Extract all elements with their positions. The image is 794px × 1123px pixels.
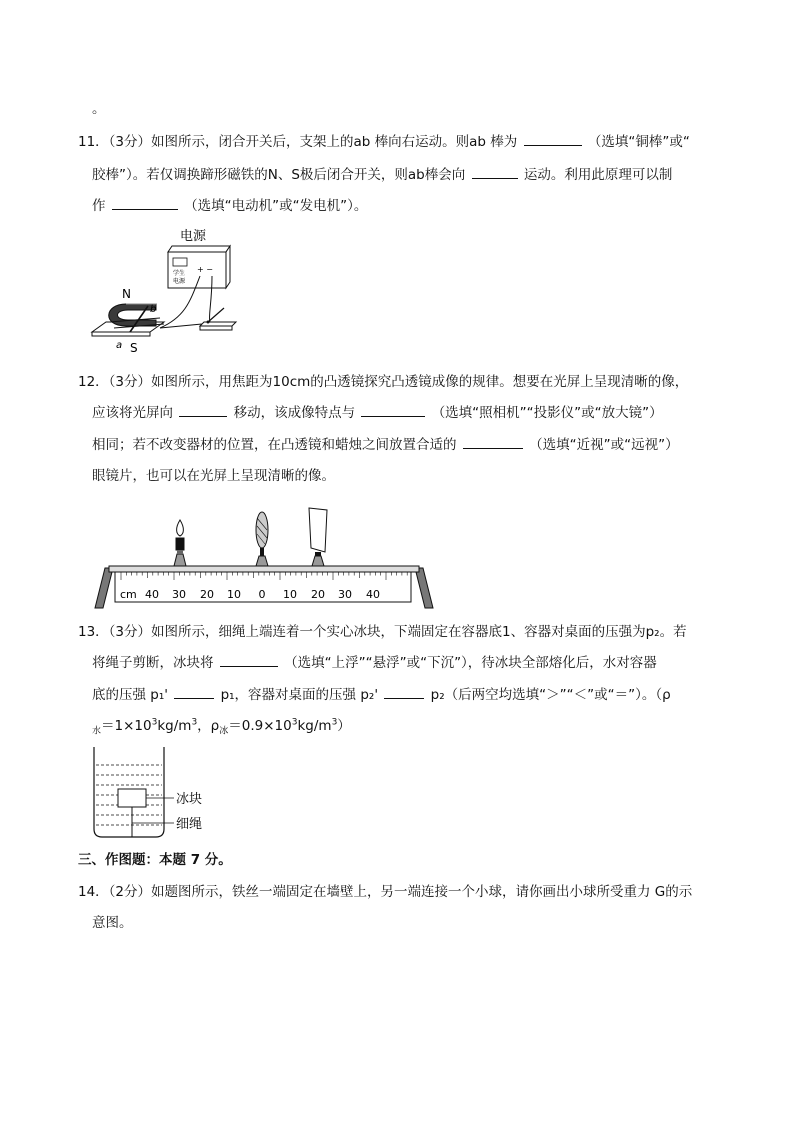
ice-block <box>118 789 146 807</box>
q13-line4 <box>92 717 351 735</box>
q14-text: 14．（2分）如题图所示，铁丝一端固定在墙壁上，另一端连接一个小球，请你画出小球所受重力 G的示 <box>78 884 693 900</box>
q11-text: 11．（3分）如图所示，闭合开关后，支架上的ab 棒向右运动。则ab 棒为 <box>78 134 518 150</box>
q12-text: 相同；若不改变器材的位置，在凸透镜和蜡烛之间放置合适的 <box>92 437 457 453</box>
ruler-label: 10 <box>227 588 241 601</box>
q13-sup: 3 <box>331 717 338 728</box>
q11-blank3[interactable] <box>112 197 178 210</box>
q13-sub: 冰 <box>219 726 229 737</box>
q12-figure <box>95 508 435 610</box>
q11-line3 <box>92 197 367 215</box>
q12-text: 移动，该成像特点与 <box>233 405 356 421</box>
label-rope: 细绳 <box>176 817 203 832</box>
bench-rail <box>109 566 419 572</box>
q11-text: 作 <box>92 198 106 214</box>
q11-text: 胶棒”）。若仅调换蹄形磁铁的N、S极后闭合开关，则ab棒会向 <box>92 167 466 183</box>
q11-text: 运动。利用此原理可以制 <box>523 167 673 183</box>
label-s: S <box>130 341 138 355</box>
horseshoe-magnet <box>109 304 156 326</box>
q13-text: 将绳子剪断，冰块将 <box>92 655 214 671</box>
q12-line3 <box>92 436 679 454</box>
q11-blank2[interactable] <box>472 166 518 179</box>
power-label2: 电源 <box>173 278 186 285</box>
q14-text: 意图。 <box>92 915 133 931</box>
q11-figure <box>90 222 250 354</box>
q11-text: （选填“电动机”或“发电机”）。 <box>184 198 368 214</box>
q12-line1 <box>78 373 688 391</box>
bench-right-leg <box>415 568 433 608</box>
base-board-edge <box>92 332 150 336</box>
q13-text: ，ρ <box>197 718 220 734</box>
q13-blank3[interactable] <box>384 686 424 699</box>
q11-text: （选填“铜棒”或“ <box>587 134 690 150</box>
q12-line2 <box>92 404 663 422</box>
q12-line4 <box>92 467 335 485</box>
section3-title: 三、作图题：本题 7 分。 <box>78 852 232 868</box>
label-ice: 冰块 <box>176 792 203 807</box>
q12-blank3[interactable] <box>463 436 523 449</box>
q14-line1 <box>78 883 692 901</box>
label-b: b <box>150 304 157 315</box>
q12-text: （选填“近视”或“远视”） <box>529 437 679 453</box>
switch[interactable] <box>200 308 236 330</box>
ruler-unit: cm <box>120 588 137 601</box>
label-a: a <box>116 340 123 351</box>
label-n: N <box>122 287 131 301</box>
q12-text: 眼镜片，也可以在光屏上呈现清晰的像。 <box>92 468 335 484</box>
q12-text: 应该将光屏向 <box>92 405 173 421</box>
q13-sup: 3 <box>191 717 198 728</box>
q11-line1 <box>78 133 690 151</box>
q13-text: p₁，容器对桌面的压强 p₂' <box>220 687 379 703</box>
q13-text: 底的压强 p₁' <box>92 687 168 703</box>
ruler-label: 0 <box>258 588 266 601</box>
ruler-label: 40 <box>366 588 380 601</box>
q11-blank1[interactable] <box>524 133 582 146</box>
q13-text: ） <box>337 718 351 734</box>
top-period: 。 <box>92 101 106 117</box>
ruler-label: 20 <box>200 588 214 601</box>
power-title: 电源 <box>180 229 207 244</box>
q13-sup: 3 <box>151 717 158 728</box>
q13-text: ＝0.9×10 <box>228 718 292 734</box>
power-label1: 学生 <box>173 270 186 277</box>
ruler-label: 40 <box>145 588 159 601</box>
candle <box>174 520 186 566</box>
q12-blank1[interactable] <box>179 404 227 417</box>
q13-text: ＝1×10 <box>101 718 152 734</box>
q13-text: （选填“上浮”“悬浮”或“下沉”），待冰块全部熔化后，水对容器 <box>284 655 657 671</box>
ruler-label: 30 <box>172 588 186 601</box>
q13-line2 <box>92 654 657 672</box>
q13-figure <box>92 745 222 840</box>
q13-line3 <box>92 686 671 704</box>
ruler-label: 10 <box>283 588 297 601</box>
q13-text: kg/m <box>157 718 192 734</box>
q13-text: 13．（3分）如图所示，细绳上端连着一个实心冰块，下端固定在容器底1、容器对桌面的压强为p₂。若 <box>78 624 687 640</box>
bench-left-leg <box>95 568 113 608</box>
q13-sup: 3 <box>291 717 298 728</box>
light-screen <box>309 508 327 566</box>
q14-line2 <box>92 914 133 932</box>
power-supply <box>168 246 230 288</box>
power-terminals: + − <box>197 265 213 274</box>
q13-blank1[interactable] <box>220 654 278 667</box>
q13-text: kg/m <box>297 718 332 734</box>
ruler-label: 30 <box>338 588 352 601</box>
convex-lens <box>256 512 268 566</box>
q13-blank2[interactable] <box>174 686 214 699</box>
q13-text: p₂（后两空均选填“＞”“＜”或“＝”）。（ρ <box>430 687 671 703</box>
q12-blank2[interactable] <box>361 404 425 417</box>
q12-text: （选填“照相机”“投影仪”或“放大镜”） <box>431 405 663 421</box>
q12-text: 12．（3分）如图所示，用焦距为10cm的凸透镜探究凸透镜成像的规律。想要在光屏上呈现清晰的像， <box>78 374 689 390</box>
q11-line2 <box>92 166 672 184</box>
q13-sub: 水 <box>92 726 102 737</box>
q13-line1 <box>78 623 687 641</box>
ruler-label: 20 <box>311 588 325 601</box>
